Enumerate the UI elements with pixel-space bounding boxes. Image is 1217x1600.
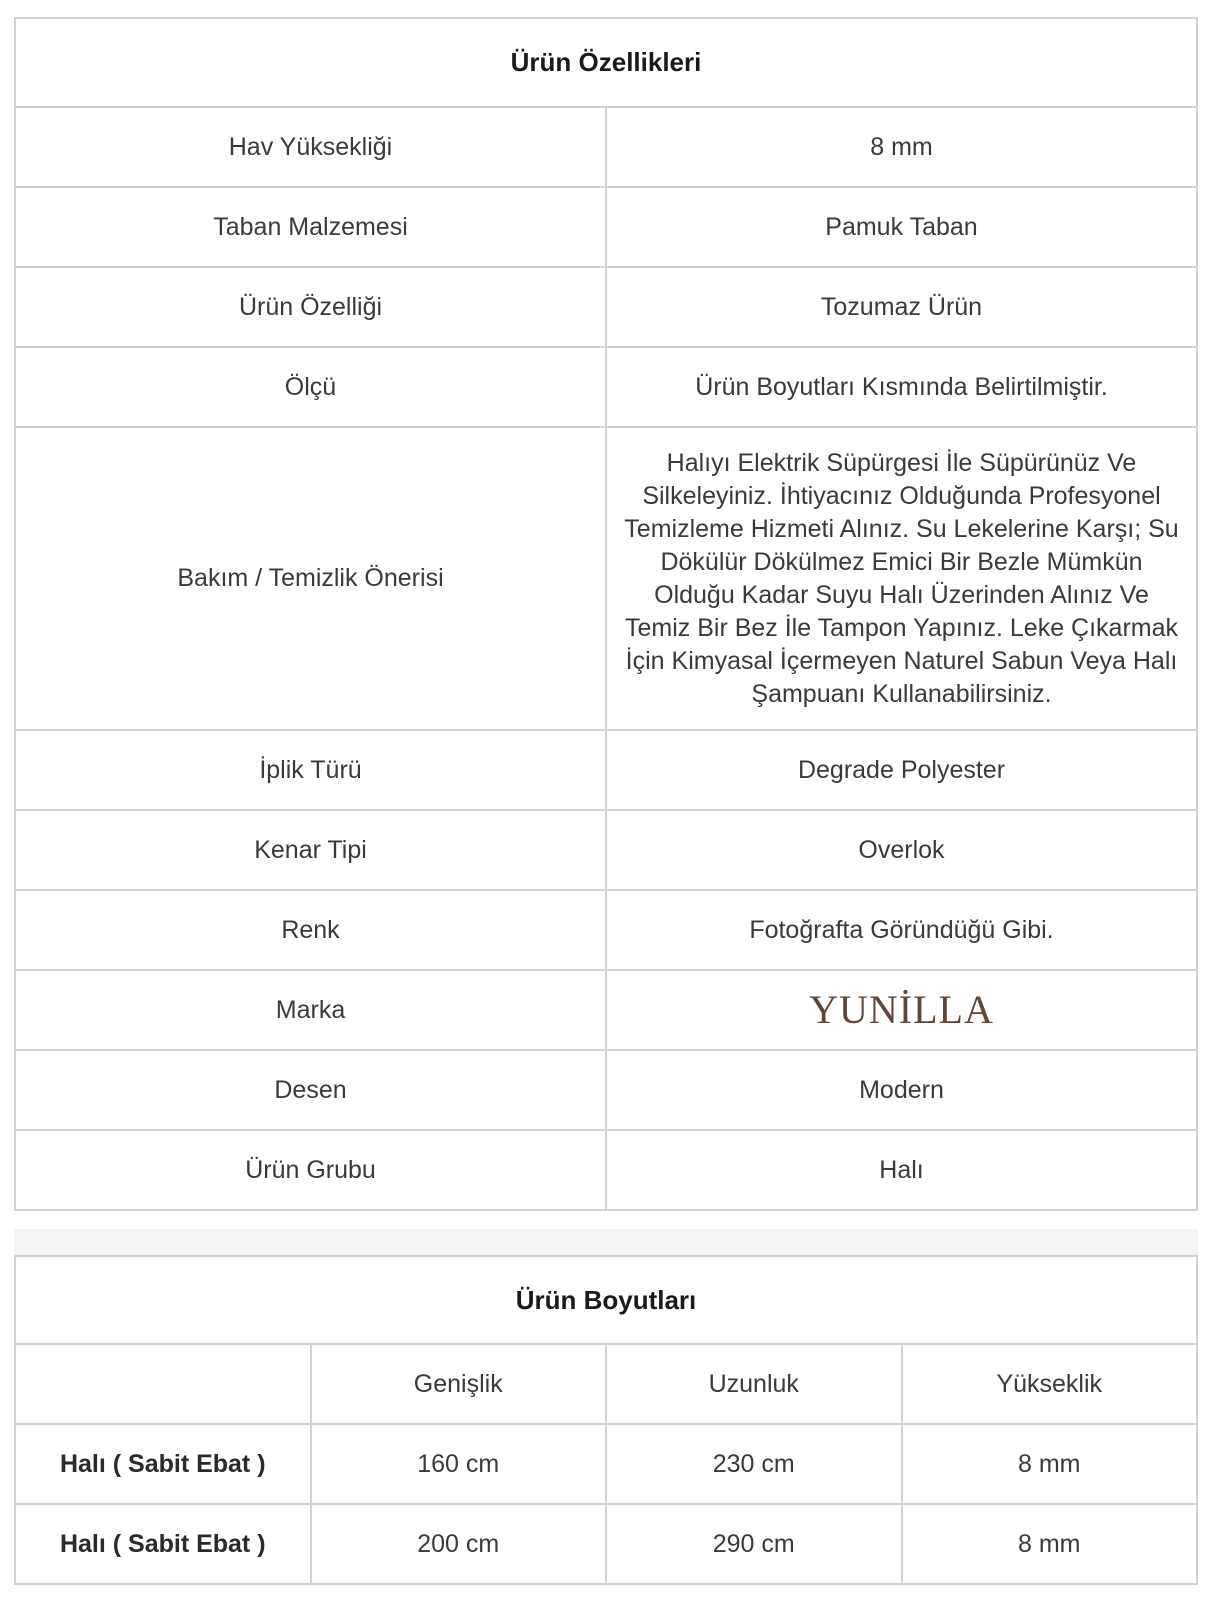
size-row xyxy=(15,1504,1197,1584)
spec-row-yarn-type xyxy=(15,730,1197,810)
size-row-label: Halı ( Sabit Ebat ) xyxy=(15,1504,311,1584)
spec-label: Kenar Tipi xyxy=(15,810,606,890)
spec-label: Desen xyxy=(15,1050,606,1130)
spec-value xyxy=(606,970,1197,1050)
sizes-title: Ürün Boyutları xyxy=(15,1256,1197,1344)
specs-title-row xyxy=(15,18,1197,107)
spec-label: Hav Yüksekliği xyxy=(15,107,606,187)
spec-label: Bakım / Temizlik Önerisi xyxy=(15,427,606,730)
spec-value: Overlok xyxy=(606,810,1197,890)
spec-row-brand xyxy=(15,970,1197,1050)
spec-value: Halı xyxy=(606,1130,1197,1210)
size-height: 8 mm xyxy=(902,1504,1198,1584)
spec-value: 8 mm xyxy=(606,107,1197,187)
sizes-title-row xyxy=(15,1256,1197,1344)
spec-row-pattern xyxy=(15,1050,1197,1130)
spec-value: Degrade Polyester xyxy=(606,730,1197,810)
size-length: 230 cm xyxy=(606,1424,902,1504)
size-row xyxy=(15,1424,1197,1504)
spec-row-pile-height xyxy=(15,107,1197,187)
specs-title: Ürün Özellikleri xyxy=(15,18,1197,107)
sizes-header-row xyxy=(15,1344,1197,1424)
spec-row-product-group xyxy=(15,1130,1197,1210)
spec-row-care xyxy=(15,427,1197,730)
size-width: 160 cm xyxy=(311,1424,607,1504)
spec-label: Renk xyxy=(15,890,606,970)
size-row-label: Halı ( Sabit Ebat ) xyxy=(15,1424,311,1504)
spec-value: Fotoğrafta Göründüğü Gibi. xyxy=(606,890,1197,970)
size-width: 200 cm xyxy=(311,1504,607,1584)
spec-value: Tozumaz Ürün xyxy=(606,267,1197,347)
column-header xyxy=(15,1344,311,1424)
spec-value: Pamuk Taban xyxy=(606,187,1197,267)
size-height: 8 mm xyxy=(902,1424,1198,1504)
spec-row-edge-type xyxy=(15,810,1197,890)
brand-logo: YUNİLLA xyxy=(809,987,994,1032)
spec-row-color xyxy=(15,890,1197,970)
section-divider xyxy=(14,1229,1198,1255)
spec-label: İplik Türü xyxy=(15,730,606,810)
spec-label: Marka xyxy=(15,970,606,1050)
spec-label: Ürün Grubu xyxy=(15,1130,606,1210)
column-header: Uzunluk xyxy=(606,1344,902,1424)
spec-row-size xyxy=(15,347,1197,427)
product-specs-table xyxy=(14,17,1198,1211)
spec-label: Ürün Özelliği xyxy=(15,267,606,347)
spec-label: Ölçü xyxy=(15,347,606,427)
spec-row-base-material xyxy=(15,187,1197,267)
size-length: 290 cm xyxy=(606,1504,902,1584)
spec-label: Taban Malzemesi xyxy=(15,187,606,267)
column-header: Yükseklik xyxy=(902,1344,1198,1424)
spec-row-product-feature xyxy=(15,267,1197,347)
spec-value: Ürün Boyutları Kısmında Belirtilmiştir. xyxy=(606,347,1197,427)
column-header: Genişlik xyxy=(311,1344,607,1424)
spec-value: Halıyı Elektrik Süpürgesi İle Süpürünüz Ve Silkeleyiniz. İhtiyacınız Olduğunda Profesyonel Temizleme Hizmeti Alınız. Su Lekelerine Karşı; Su Dökülür Dökülmez Emici Bir Bezle Mümkün Olduğu Kadar Suyu Halı Üzerinden Alınız Ve Temiz Bir Bez İle Tampon Yapınız. Leke Çıkarmak İçin Kimyasal İçermeyen Naturel Sabun Veya Halı Şampuanı Kullanabilirsiniz. xyxy=(606,427,1197,730)
spec-value: Modern xyxy=(606,1050,1197,1130)
product-sizes-table xyxy=(14,1255,1198,1585)
